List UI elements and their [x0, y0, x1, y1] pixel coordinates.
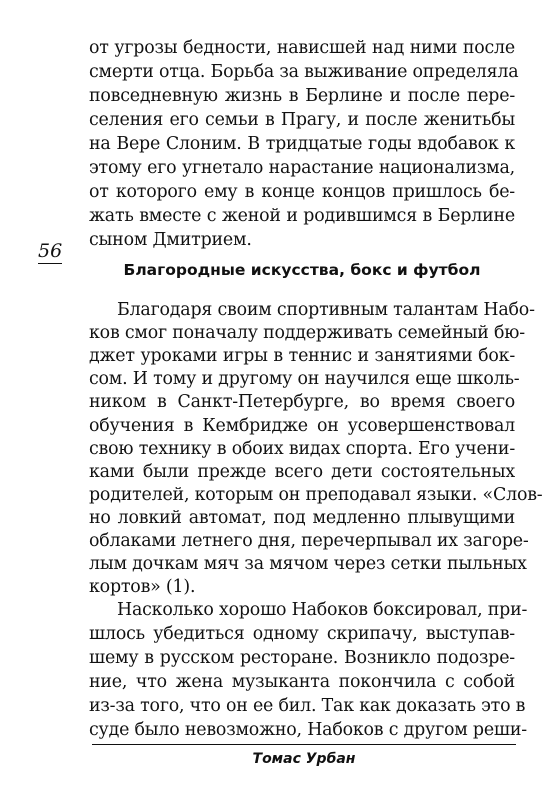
text-line: сом. И тому и другому он научился еще школь-	[89, 369, 520, 390]
text-line: смерти отца. Борьба за выживание определяла	[89, 62, 519, 82]
text-line: лым дочкам мяч за мячом через сетки пыльных	[89, 554, 527, 575]
footer-author: Томас Урбан	[252, 751, 356, 767]
text-line: на Вере Слоним. В тридцатые годы вдобавок к	[89, 134, 515, 154]
text-line: от которого ему в конце концов пришлось бе-	[89, 182, 515, 202]
text-line: этому его угнетало нарастание национализма,	[89, 158, 515, 178]
text-line: шему в русском ресторане. Возникло подозре-	[89, 648, 515, 668]
section-heading: Благородные искусства, бокс и футбол	[123, 261, 481, 279]
text-line: жать вместе с женой и родившимся в Берлине	[89, 206, 515, 226]
text-line: Насколько хорошо Набоков боксировал, при-	[117, 600, 528, 620]
text-line: шлось убедиться одному скрипачу, выступав-	[89, 624, 515, 644]
text-line: обучения в Кембридже он усовершенствовал	[89, 415, 515, 436]
text-line: повседневную жизнь в Берлине и после пере-	[89, 86, 515, 106]
text-line: джет уроками игры в теннис и занятиями бок-	[89, 346, 515, 367]
text-line: селения его семьи в Прагу, и после женитьбы	[89, 110, 515, 130]
text-line: кортов» (1).	[89, 577, 196, 598]
text-line: Благодаря своим спортивным талантам Набо-	[117, 300, 535, 320]
text-line: облаками летнего дня, перечерпывал их загоре-	[89, 531, 529, 551]
footer-divider	[92, 744, 516, 745]
text-line: из-за того, что он ее бил. Так как доказать это в	[89, 696, 526, 716]
text-line: но ловкий автомат, под медленно плывущими	[89, 507, 515, 528]
text-line: от угрозы бедности, нависшей над ними после	[89, 38, 515, 58]
text-line: ником в Санкт-Петербурге, во время своего	[89, 392, 515, 413]
page-number: 56	[38, 240, 63, 262]
text-line: ние, что жена музыканта покончила с собой	[89, 672, 515, 692]
text-line: ков смог поначалу поддерживать семейный бю-	[89, 323, 525, 344]
text-line: суде было невозможно, Набоков с другом реши-	[89, 720, 527, 740]
text-line: сыном Дмитрием.	[89, 230, 252, 250]
text-line: свою технику в обоих видах спорта. Его учени-	[89, 438, 515, 459]
text-line: родителей, которым он преподавал языки. «Слов-	[89, 484, 543, 505]
text-line: ками были прежде всего дети состоятельных	[89, 461, 515, 482]
